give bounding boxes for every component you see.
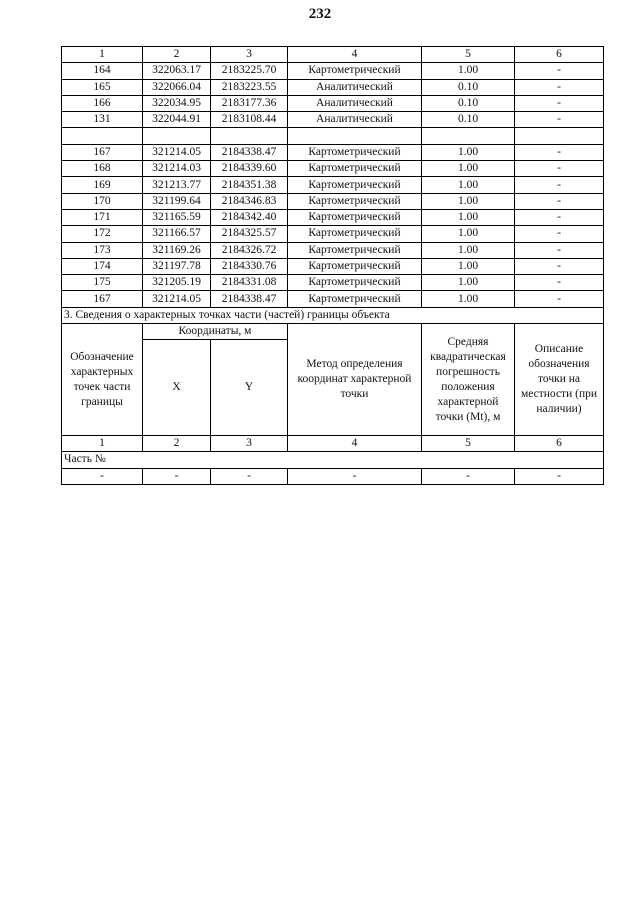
- section-column-number-row: [62, 436, 604, 452]
- table-cell: Картометрический: [288, 209, 422, 225]
- table-cell: 1.00: [422, 144, 515, 160]
- col-number-cell: 3: [211, 47, 288, 63]
- table-cell: 170: [62, 193, 143, 209]
- table-cell: 1.00: [422, 193, 515, 209]
- table-cell: 321214.05: [143, 144, 211, 160]
- blank-cell: [211, 128, 288, 144]
- table-cell: -: [515, 144, 604, 160]
- table-cell: 1.00: [422, 161, 515, 177]
- table-row: [62, 291, 604, 307]
- table-cell: Аналитический: [288, 112, 422, 128]
- table-cell: -: [211, 468, 288, 484]
- col-number-cell: 1: [62, 436, 143, 452]
- table-cell: 321165.59: [143, 209, 211, 225]
- table-cell: -: [515, 242, 604, 258]
- table-cell: -: [515, 468, 604, 484]
- table-cell: 321214.05: [143, 291, 211, 307]
- blank-cell: [422, 128, 515, 144]
- table-cell: 2184346.83: [211, 193, 288, 209]
- col-number-cell: 2: [143, 436, 211, 452]
- table-cell: 321197.78: [143, 258, 211, 274]
- table-row: [62, 209, 604, 225]
- table-cell: 2184338.47: [211, 291, 288, 307]
- table-cell: 167: [62, 291, 143, 307]
- table-cell: 321166.57: [143, 226, 211, 242]
- table-cell: -: [515, 177, 604, 193]
- table-cell: 321214.03: [143, 161, 211, 177]
- blank-cell: [62, 128, 143, 144]
- table-row: [62, 193, 604, 209]
- table-cell: 165: [62, 79, 143, 95]
- table-cell: 2184342.40: [211, 209, 288, 225]
- table-cell: 1.00: [422, 209, 515, 225]
- table-cell: Картометрический: [288, 177, 422, 193]
- table-cell: Картометрический: [288, 291, 422, 307]
- empty-data-row: [62, 468, 604, 484]
- col-number-cell: 1: [62, 47, 143, 63]
- table-cell: Картометрический: [288, 193, 422, 209]
- table-cell: -: [515, 209, 604, 225]
- x-header: X: [143, 340, 211, 436]
- table-cell: 166: [62, 95, 143, 111]
- method-header: Метод определения координат характерной точки: [288, 324, 422, 436]
- table-cell: -: [515, 258, 604, 274]
- table-row: [62, 275, 604, 291]
- table-cell: 2184325.57: [211, 226, 288, 242]
- table-row: [62, 144, 604, 160]
- col-number-cell: 2: [143, 47, 211, 63]
- table-cell: -: [515, 226, 604, 242]
- table-body: [62, 47, 604, 485]
- table-cell: 2183225.70: [211, 63, 288, 79]
- part-label: Часть №: [62, 452, 604, 468]
- table-cell: -: [515, 291, 604, 307]
- col-number-cell: 5: [422, 436, 515, 452]
- table-cell: 2184330.76: [211, 258, 288, 274]
- table-cell: 1.00: [422, 275, 515, 291]
- table-cell: 164: [62, 63, 143, 79]
- table-cell: 2184326.72: [211, 242, 288, 258]
- table-row: [62, 258, 604, 274]
- col-number-cell: 6: [515, 47, 604, 63]
- page-number: 232: [308, 6, 332, 22]
- table-cell: 167: [62, 144, 143, 160]
- table-cell: Картометрический: [288, 275, 422, 291]
- table-cell: 2183223.55: [211, 79, 288, 95]
- table-cell: 2183108.44: [211, 112, 288, 128]
- accuracy-header: Средняя квадратическая погрешность положения характерной точки (Mt), м: [422, 324, 515, 436]
- table-cell: 168: [62, 161, 143, 177]
- table-cell: 2184338.47: [211, 144, 288, 160]
- table-cell: -: [515, 275, 604, 291]
- table-cell: 175: [62, 275, 143, 291]
- table-cell: 2184331.08: [211, 275, 288, 291]
- table-cell: Картометрический: [288, 161, 422, 177]
- table-cell: 321205.19: [143, 275, 211, 291]
- table-cell: 1.00: [422, 63, 515, 79]
- col-number-cell: 4: [288, 47, 422, 63]
- table-row: [62, 177, 604, 193]
- coordinates-header: Координаты, м: [143, 324, 288, 340]
- blank-separator-row: [62, 128, 604, 144]
- section-title-row: [62, 307, 604, 323]
- table-cell: 1.00: [422, 226, 515, 242]
- blank-cell: [143, 128, 211, 144]
- blank-cell: [288, 128, 422, 144]
- table-cell: Аналитический: [288, 95, 422, 111]
- col-number-cell: 6: [515, 436, 604, 452]
- table-cell: 173: [62, 242, 143, 258]
- table-row: [62, 95, 604, 111]
- table-row: [62, 112, 604, 128]
- table-cell: 1.00: [422, 177, 515, 193]
- table-cell: -: [515, 95, 604, 111]
- table-cell: 0.10: [422, 79, 515, 95]
- blank-cell: [515, 128, 604, 144]
- table-row: [62, 242, 604, 258]
- table-cell: 1.00: [422, 291, 515, 307]
- table-cell: 2183177.36: [211, 95, 288, 111]
- table-cell: -: [515, 63, 604, 79]
- y-header: Y: [211, 340, 288, 436]
- point-designation-header: Обозначение характерных точек части границы: [62, 324, 143, 436]
- table-row: [62, 79, 604, 95]
- table-cell: Картометрический: [288, 258, 422, 274]
- table-row: [62, 161, 604, 177]
- table-row: [62, 226, 604, 242]
- col-number-cell: 4: [288, 436, 422, 452]
- table-cell: 172: [62, 226, 143, 242]
- table-cell: 322063.17: [143, 63, 211, 79]
- table-cell: 1.00: [422, 258, 515, 274]
- table-cell: 169: [62, 177, 143, 193]
- boundary-points-table: [61, 46, 604, 485]
- table-cell: -: [422, 468, 515, 484]
- column-number-row: [62, 47, 604, 63]
- table-cell: 2184351.38: [211, 177, 288, 193]
- col-number-cell: 3: [211, 436, 288, 452]
- table-cell: -: [288, 468, 422, 484]
- table-cell: Картометрический: [288, 242, 422, 258]
- table-cell: 131: [62, 112, 143, 128]
- section-header-row: [62, 324, 604, 340]
- table-cell: -: [515, 161, 604, 177]
- table-cell: -: [515, 79, 604, 95]
- table-cell: 0.10: [422, 112, 515, 128]
- table-row: [62, 63, 604, 79]
- table-cell: 1.00: [422, 242, 515, 258]
- table-cell: Аналитический: [288, 79, 422, 95]
- table-cell: Картометрический: [288, 226, 422, 242]
- col-number-cell: 5: [422, 47, 515, 63]
- table-cell: 321199.64: [143, 193, 211, 209]
- description-header: Описание обозначения точки на местности (при наличии): [515, 324, 604, 436]
- table-cell: -: [515, 193, 604, 209]
- table-cell: -: [515, 112, 604, 128]
- part-label-row: [62, 452, 604, 468]
- section-title: 3. Сведения о характерных точках части (частей) границы объекта: [62, 307, 604, 323]
- table-cell: Картометрический: [288, 144, 422, 160]
- table-cell: 322066.04: [143, 79, 211, 95]
- table-cell: 321213.77: [143, 177, 211, 193]
- table-cell: Картометрический: [288, 63, 422, 79]
- table-cell: -: [62, 468, 143, 484]
- table-cell: 0.10: [422, 95, 515, 111]
- table-cell: 174: [62, 258, 143, 274]
- table-cell: 321169.26: [143, 242, 211, 258]
- table-cell: 171: [62, 209, 143, 225]
- table-cell: 2184339.60: [211, 161, 288, 177]
- table-cell: -: [143, 468, 211, 484]
- table-cell: 322034.95: [143, 95, 211, 111]
- table-cell: 322044.91: [143, 112, 211, 128]
